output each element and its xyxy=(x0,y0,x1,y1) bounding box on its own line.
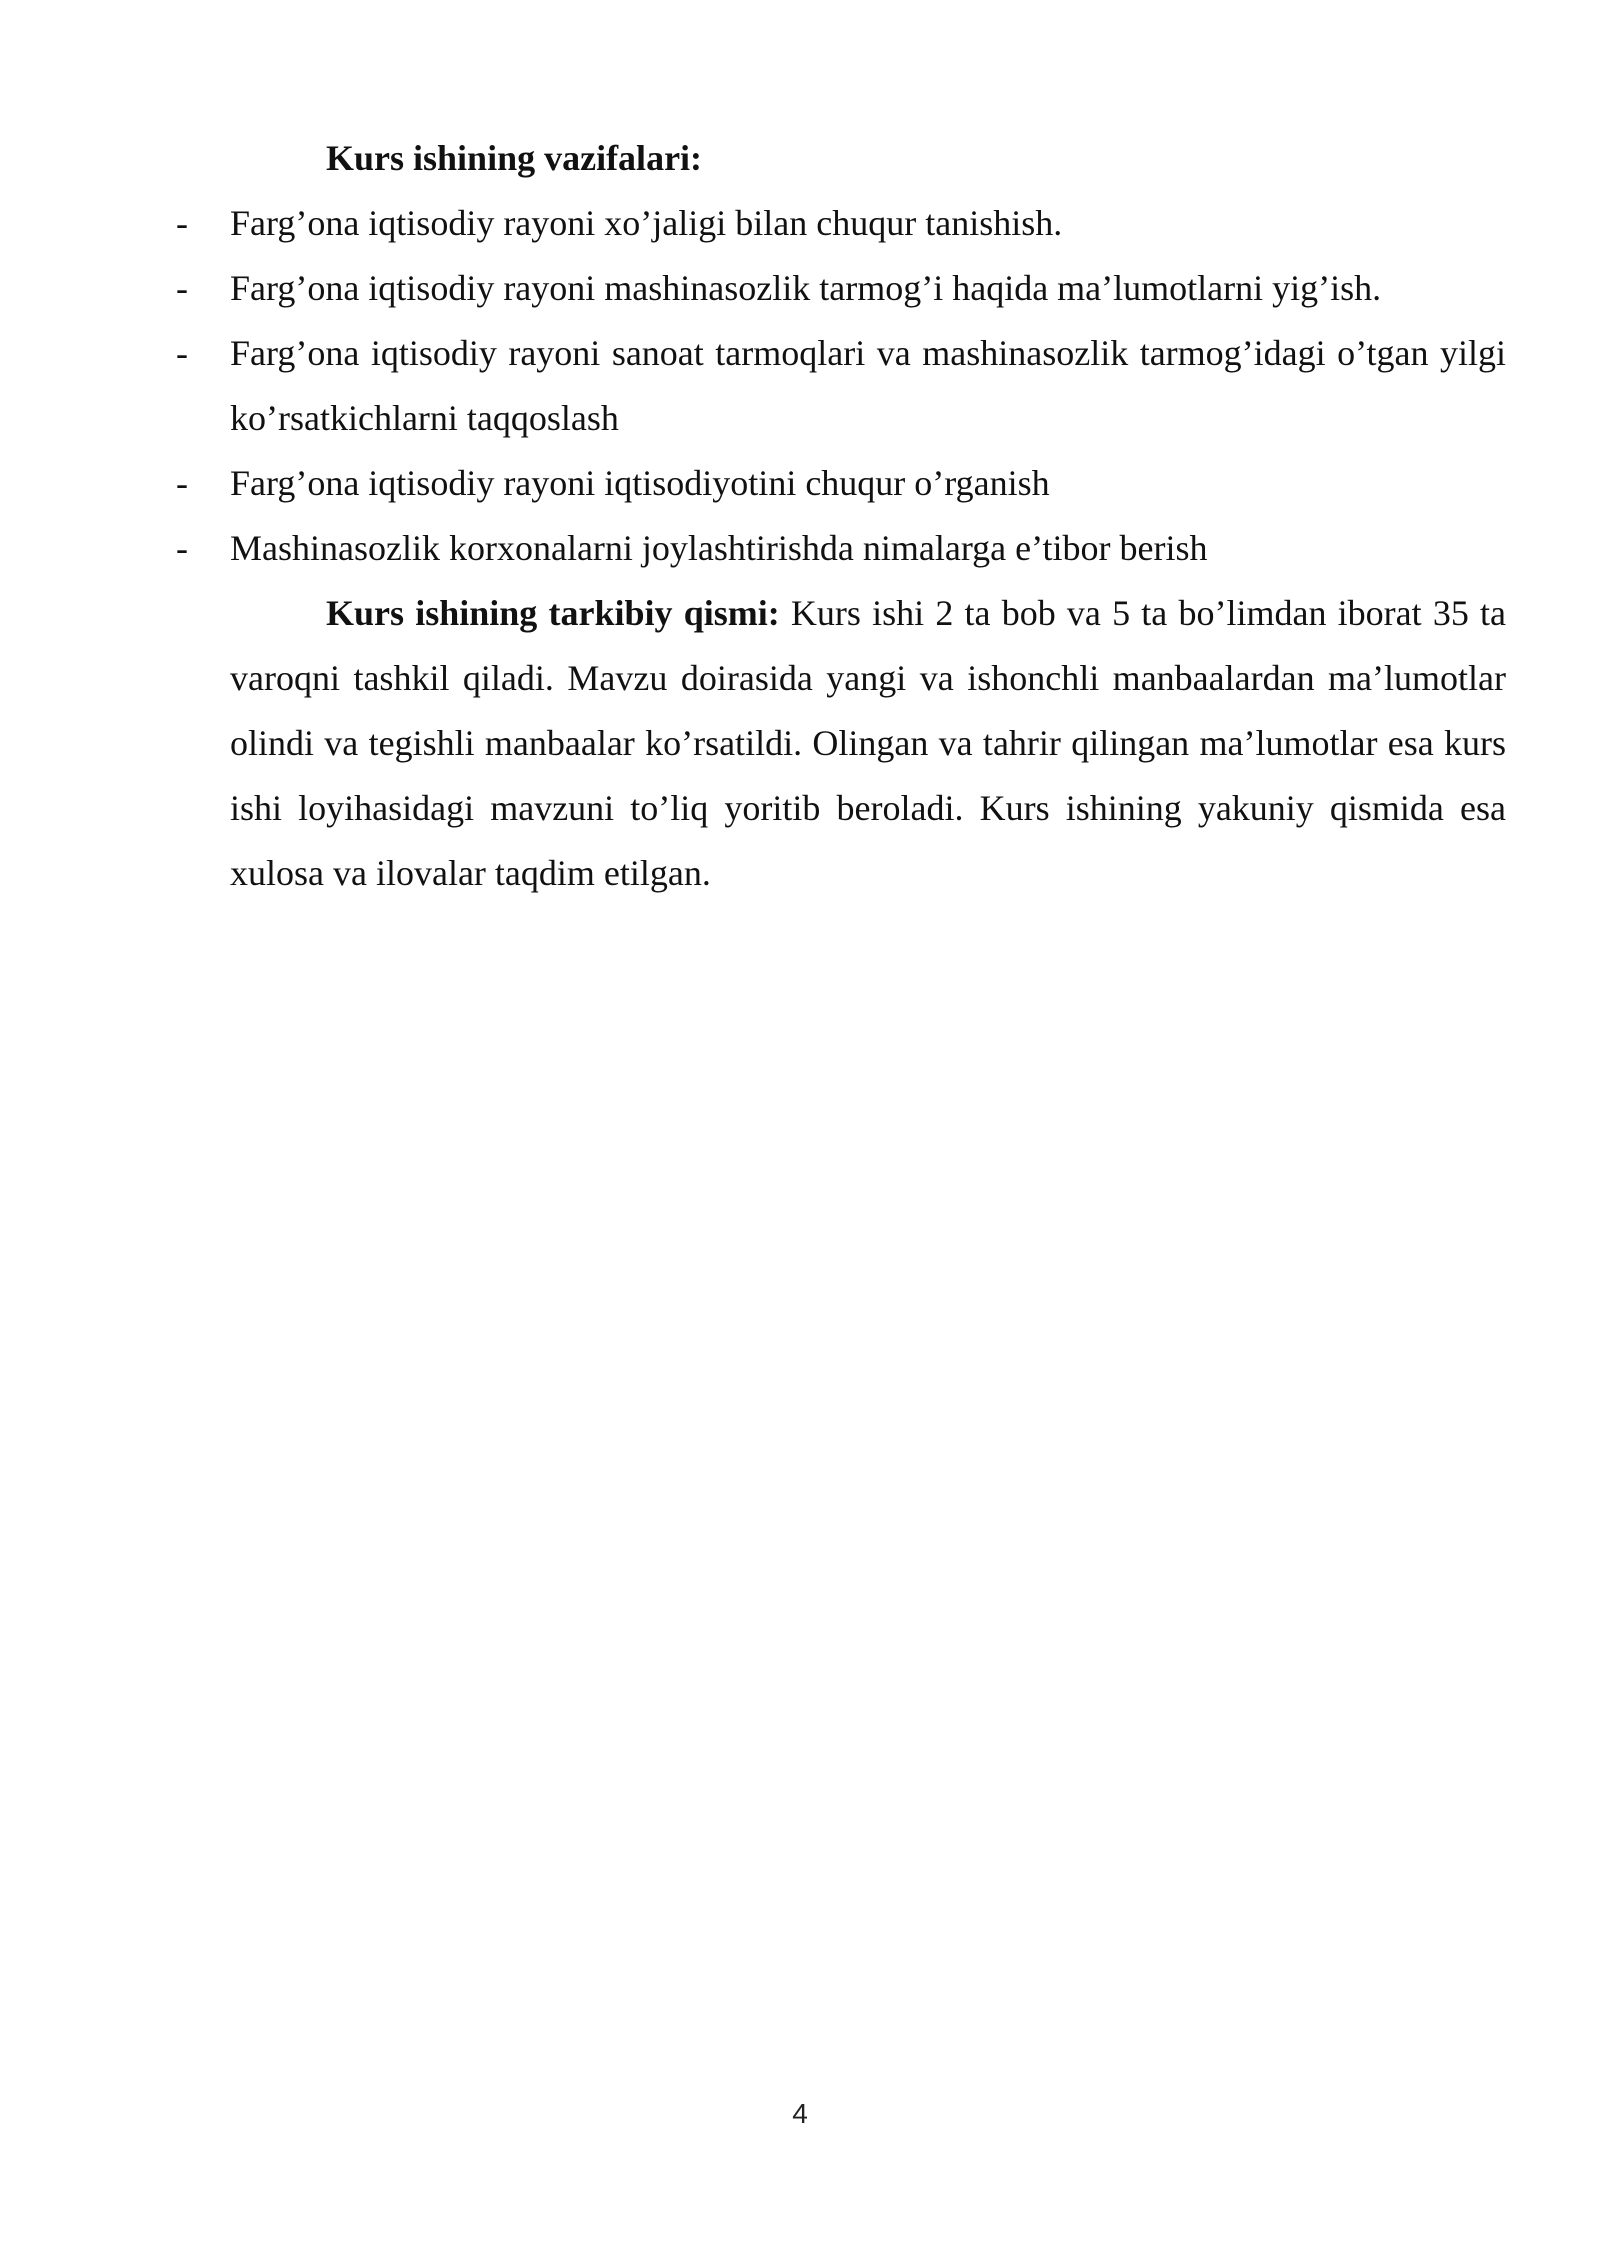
task-text: Farg’ona iqtisodiy rayoni sanoat tarmoqlari va mashinasozlik tarmog’idagi o’tgan yilgi ko’rsatkichlarni taqqoslash xyxy=(230,333,1506,438)
page-content xyxy=(176,126,1506,906)
bullet-dash: - xyxy=(176,203,188,243)
list-item xyxy=(176,516,1506,581)
list-item xyxy=(176,321,1506,451)
structure-paragraph xyxy=(176,581,1506,906)
task-text: Mashinasozlik korxonalarni joylashtirishda nimalarga e’tibor berish xyxy=(230,528,1208,568)
list-item xyxy=(176,191,1506,256)
structure-label: Kurs ishining tarkibiy qismi: xyxy=(326,593,780,633)
bullet-dash: - xyxy=(176,333,188,373)
tasks-list xyxy=(176,191,1506,581)
list-item xyxy=(176,451,1506,516)
bullet-dash: - xyxy=(176,528,188,568)
bullet-dash: - xyxy=(176,268,188,308)
task-text: Farg’ona iqtisodiy rayoni iqtisodiyotini chuqur o’rganish xyxy=(230,463,1050,503)
bullet-dash: - xyxy=(176,463,188,503)
tasks-heading: Kurs ishining vazifalari: xyxy=(326,138,703,178)
task-text: Farg’ona iqtisodiy rayoni xo’jaligi bilan chuqur tanishish. xyxy=(230,203,1063,243)
task-text: Farg’ona iqtisodiy rayoni mashinasozlik tarmog’i haqida ma’lumotlarni yig’ish. xyxy=(230,268,1382,308)
structure-text: Kurs ishi 2 ta bob va 5 ta bo’limdan iborat 35 ta varoqni tashkil qiladi. Mavzu doirasida yangi va ishonchli manbaalardan ma’lumotlar olindi va tegishli manbaalar ko’rsatildi. Olingan va tahrir qilingan ma’lumotlar esa kurs ishi loyihasidagi mavzuni to’liq yoritib beroladi. Kurs ishining yakuniy qismida esa xulosa va ilovalar taqdim etilgan. xyxy=(230,593,1506,893)
page-number: 4 xyxy=(792,2098,808,2129)
list-item xyxy=(176,256,1506,321)
